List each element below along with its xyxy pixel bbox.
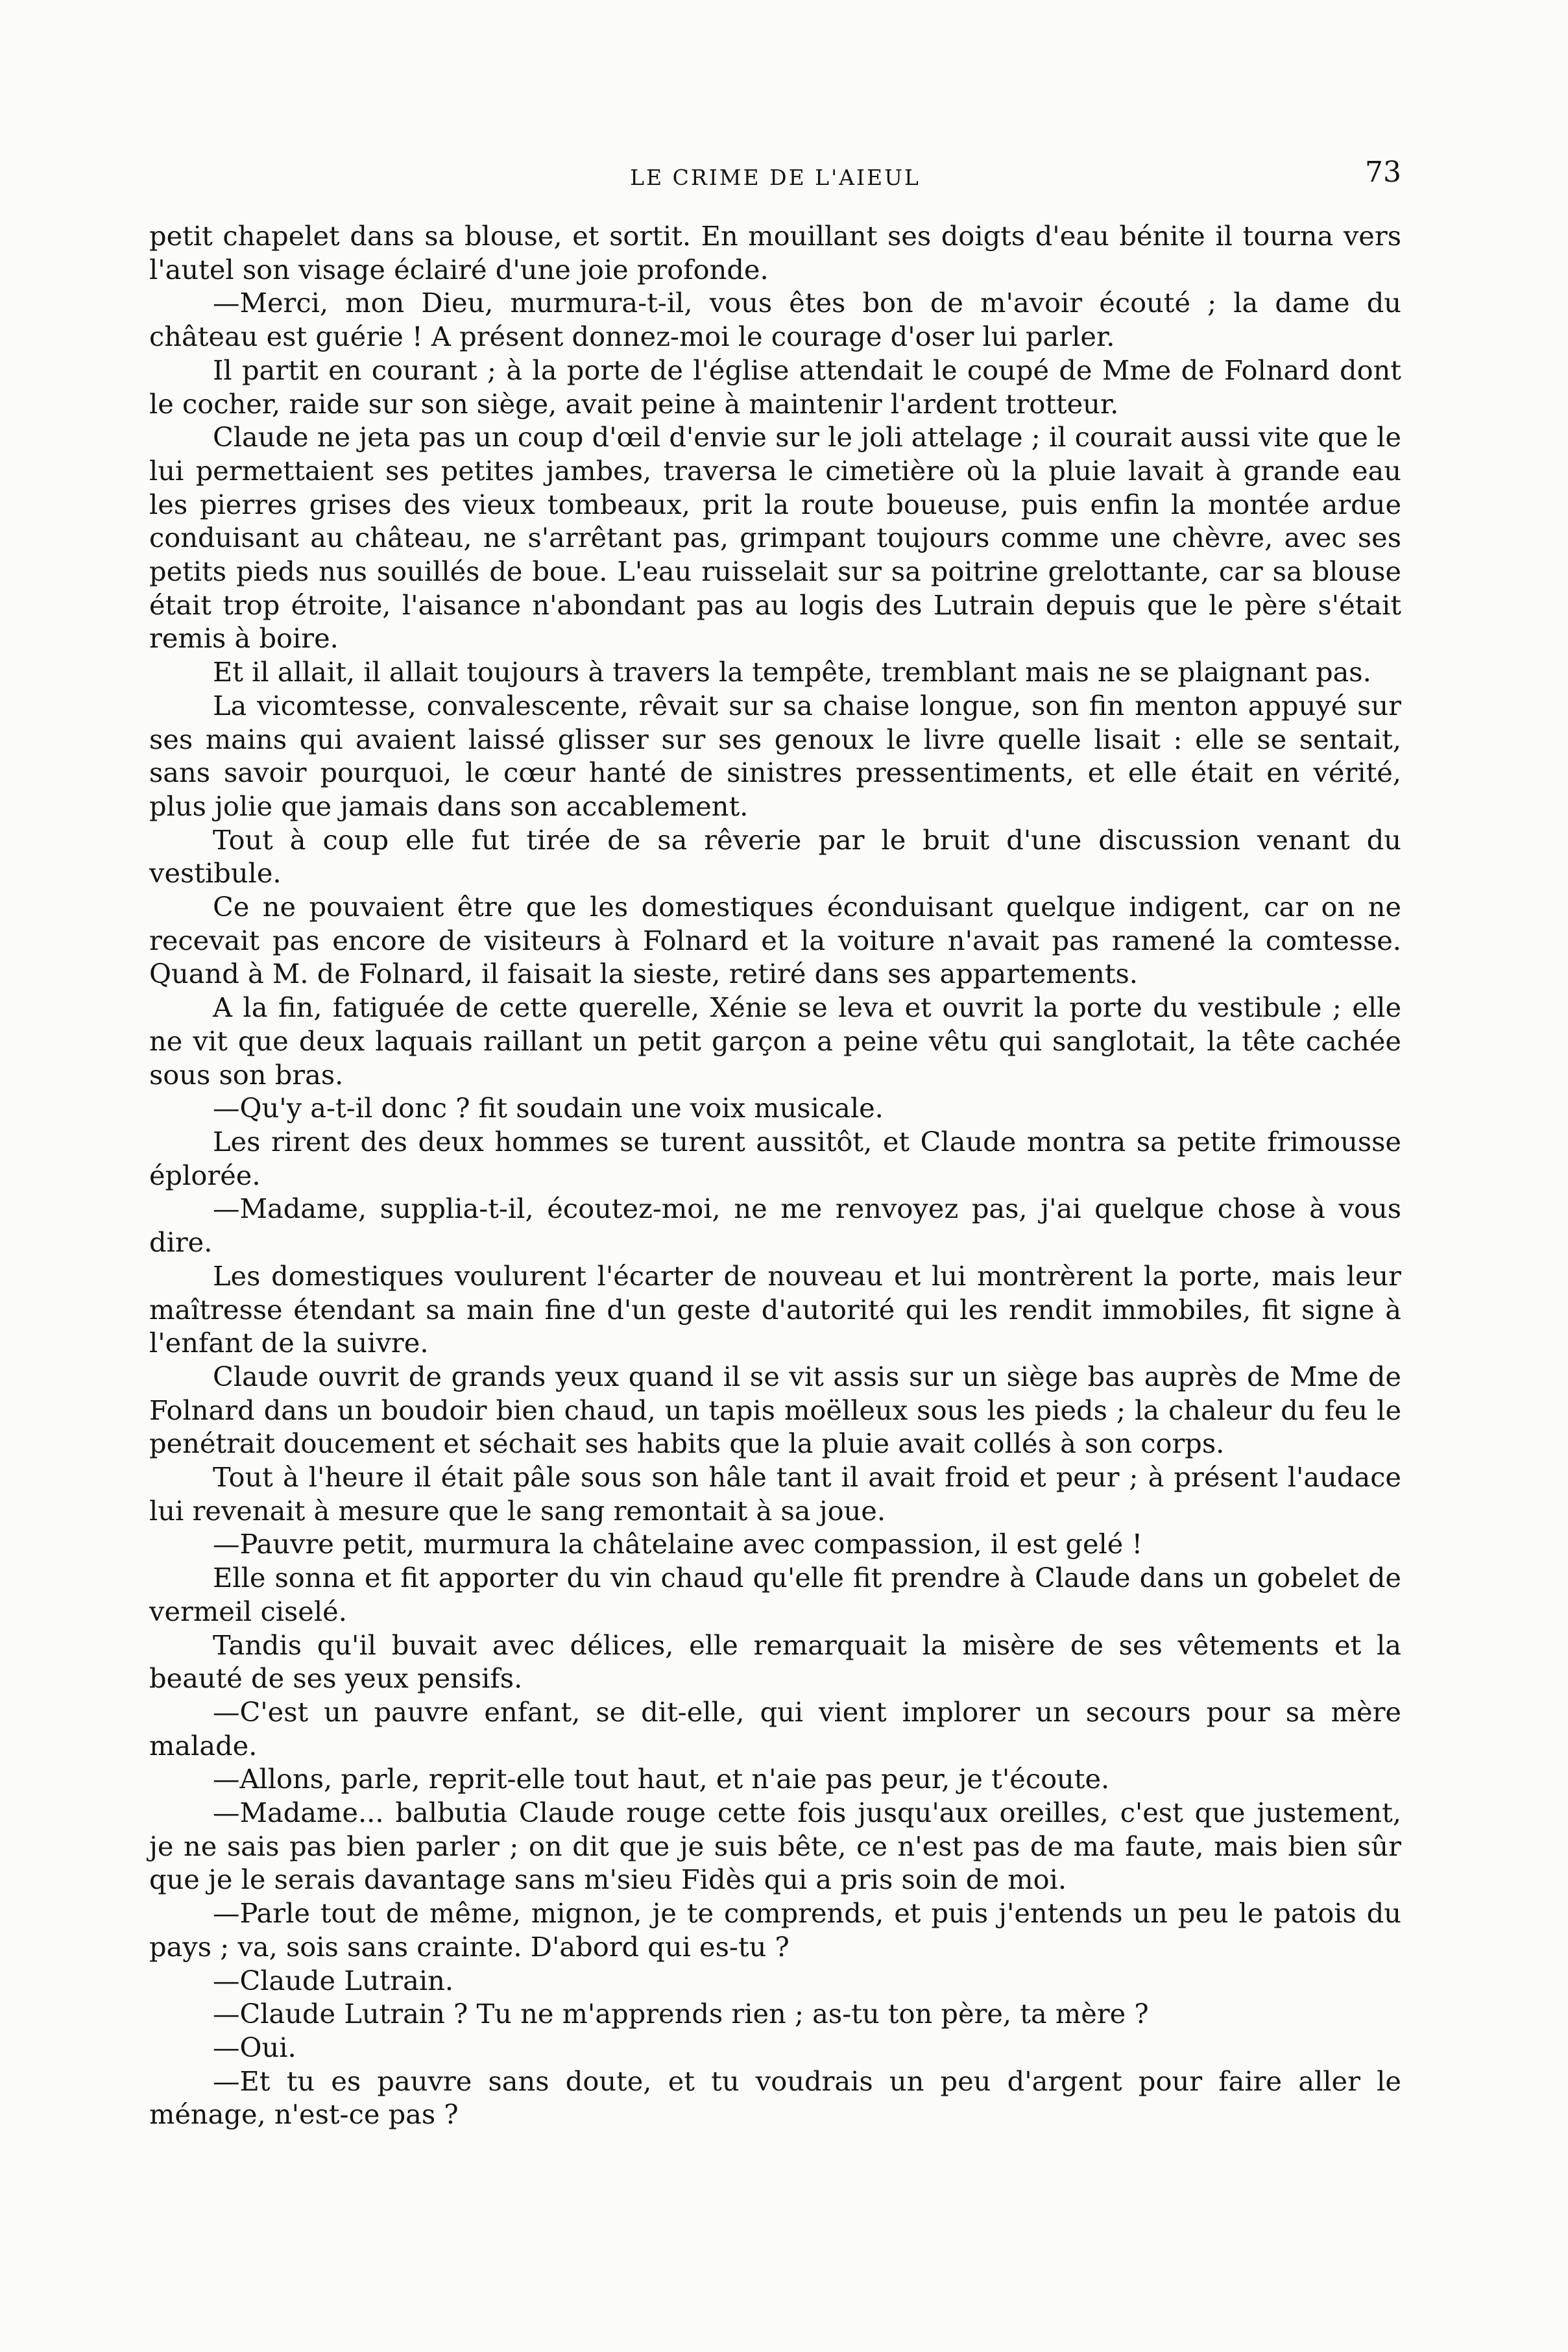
paragraph: —Qu'y a-t-il donc ? fit soudain une voix musicale.	[213, 1092, 884, 1124]
body-text	[149, 219, 1401, 2131]
paragraph: —Allons, parle, reprit-elle tout haut, et n'aie pas peur, je t'écoute.	[213, 1763, 1110, 1795]
paragraph: Les rirent des deux hommes se turent aussitôt, et Claude montra sa petite frimousse éplorée.	[149, 1125, 1401, 1191]
paragraph: Tandis qu'il buvait avec délices, elle remarquait la misère de ses vêtements et la beauté de ses yeux pensifs.	[149, 1629, 1401, 1695]
paragraph: —Et tu es pauvre sans doute, et tu voudrais un peu d'argent pour faire aller le ménage, n'est-ce pas ?	[149, 2065, 1401, 2131]
paragraph: Claude ne jeta pas un coup d'œil d'envie sur le joli attelage ; il courait aussi vite que le lui permettaient ses petites jambes, traversa le cimetière où la pluie lavait à grande eau les pierres grises des vieux tombeaux, prit la route boueuse, puis enfin la montée ardue conduisant au château, ne s'arrêtant pas, grimpant toujours comme une chèvre, avec ses petits pieds nus souillés de boue. L'eau ruisselait sur sa poitrine grelottante, car sa blouse était trop étroite, l'aisance n'abondant pas au logis des Lutrain depuis que le père s'était remis à boire.	[149, 421, 1401, 655]
paragraph: Claude ouvrit de grands yeux quand il se vit assis sur un siège bas auprès de Mme de Folnard dans un boudoir bien chaud, un tapis moëlleux sous les pieds ; la chaleur du feu le penétrait doucement et séchait ses habits que la pluie avait collés à son corps.	[149, 1360, 1401, 1460]
paragraph: A la fin, fatiguée de cette querelle, Xénie se leva et ouvrit la porte du vestibule ; elle ne vit que deux laquais raillant un petit garçon a peine vêtu qui sanglotait, la tête cachée sous son bras.	[149, 991, 1401, 1091]
paragraph: —Parle tout de même, mignon, je te comprends, et puis j'entends un peu le patois du pays ; va, sois sans crainte. D'abord qui es-tu ?	[149, 1897, 1401, 1963]
paragraph: La vicomtesse, convalescente, rêvait sur sa chaise longue, son fin menton appuyé sur ses mains qui avaient laissé glisser sur ses genoux le livre quelle lisait : elle se sentait, sans savoir pourquoi, le cœur hanté de sinistres pressentiments, et elle était en vérité, plus jolie que jamais dans son accablement.	[149, 689, 1401, 822]
paragraph: —Claude Lutrain ? Tu ne m'apprends rien ; as-tu ton père, ta mère ?	[213, 1998, 1149, 2030]
paragraph: —Oui.	[213, 2031, 296, 2063]
paragraph: —Merci, mon Dieu, murmura-t-il, vous êtes bon de m'avoir écouté ; la dame du château est guérie ! A présent donnez-moi le courage d'oser lui parler.	[149, 287, 1401, 353]
paragraph: —Madame... balbutia Claude rouge cette fois jusqu'aux oreilles, c'est que justement, je ne sais pas bien parler ; on dit que je suis bête, ce n'est pas de ma faute, mais bien sûr que je le serais davantage sans m'sieu Fidès qui a pris soin de moi.	[149, 1797, 1401, 1896]
paragraph: Tout à coup elle fut tirée de sa rêverie par le bruit d'une discussion venant du vestibule.	[149, 823, 1401, 890]
paragraph: —C'est un pauvre enfant, se dit-elle, qui vient implorer un secours pour sa mère malade.	[149, 1695, 1401, 1762]
page-number: 73	[1365, 156, 1401, 189]
paragraph: Il partit en courant ; à la porte de l'église attendait le coupé de Mme de Folnard dont le cocher, raide sur son siège, avait peine à maintenir l'ardent trotteur.	[149, 354, 1401, 420]
running-title: LE CRIME DE L'AIEUL	[630, 165, 921, 190]
paragraph: Elle sonna et fit apporter du vin chaud qu'elle fit prendre à Claude dans un gobelet de vermeil ciselé.	[149, 1562, 1401, 1627]
paragraph: Les domestiques voulurent l'écarter de nouveau et lui montrèrent la porte, mais leur maîtresse étendant sa main fine d'un geste d'autorité qui les rendit immobiles, fit signe à l'enfant de la suivre.	[149, 1259, 1401, 1359]
paragraph: Ce ne pouvaient être que les domestiques éconduisant quelque indigent, car on ne recevait pas encore de visiteurs à Folnard et la voiture n'avait pas ramené la comtesse. Quand à M. de Folnard, il faisait la sieste, retiré dans ses appartements.	[149, 891, 1401, 990]
paragraph: Tout à l'heure il était pâle sous son hâle tant il avait froid et peur ; à présent l'audace lui revenait à mesure que le sang remontait à sa joue.	[149, 1461, 1401, 1527]
paragraph: —Pauvre petit, murmura la châtelaine avec compassion, il est gelé !	[213, 1528, 1143, 1560]
paragraph: petit chapelet dans sa blouse, et sortit. En mouillant ses doigts d'eau bénite il tourna vers l'autel son visage éclairé d'une joie profonde.	[149, 220, 1401, 285]
paragraph: Et il allait, il allait toujours à travers la tempête, tremblant mais ne se plaignant pas.	[213, 656, 1371, 688]
page-header	[149, 153, 1401, 199]
paragraph: —Madame, supplia-t-il, écoutez-moi, ne me renvoyez pas, j'ai quelque chose à vous dire.	[149, 1193, 1401, 1259]
paragraph: —Claude Lutrain.	[213, 1964, 454, 1996]
